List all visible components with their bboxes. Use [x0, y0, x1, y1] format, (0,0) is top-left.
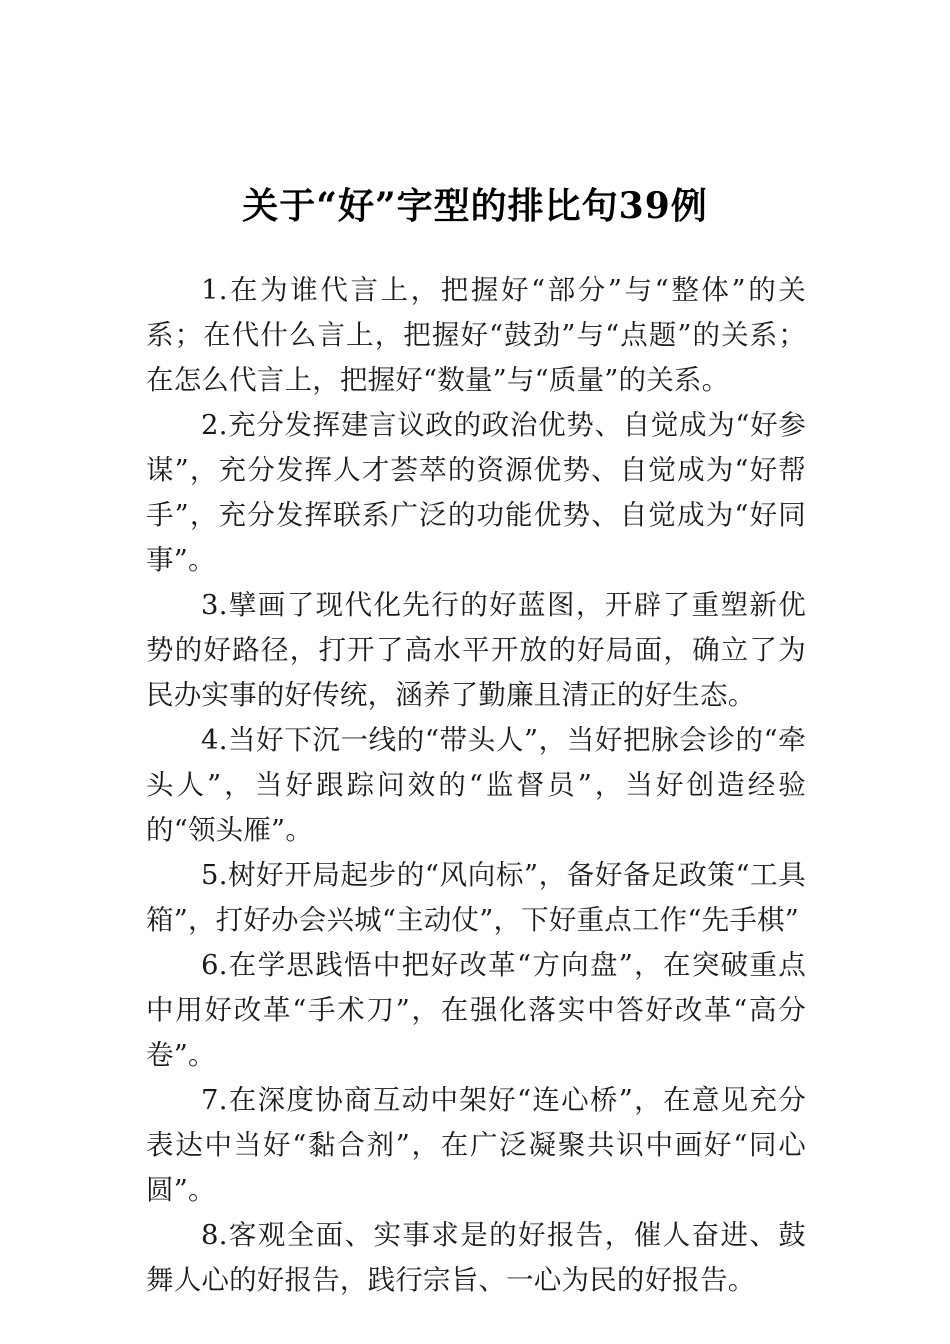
paragraph-7: 7.在深度协商互动中架好“连心桥”，在意见充分表达中当好“黏合剂”，在广泛凝聚共识中画好“同心圆”。	[146, 1084, 806, 1206]
paragraph-1: 1.在为谁代言上，把握好“部分”与“整体”的关系；在代什么言上，把握好“鼓劲”与“点题”的关系；在怎么代言上，把握好“数量”与“质量”的关系。	[146, 274, 806, 396]
paragraph-8: 8.客观全面、实事求是的好报告，催人奋进、鼓舞人心的好报告，践行宗旨、一心为民的好报告。	[146, 1219, 806, 1296]
paragraph-5: 5.树好开局起步的“风向标”，备好备足政策“工具箱”，打好办会兴城“主动仗”，下好重点工作“先手棋”	[146, 859, 806, 936]
page-title: 关于“好”字型的排比句39例	[242, 185, 708, 228]
paragraph-6: 6.在学思践悟中把好改革“方向盘”，在突破重点中用好改革“手术刀”，在强化落实中答好改革“高分卷”。	[146, 949, 806, 1071]
document-body	[146, 268, 806, 1303]
paragraph-2: 2.充分发挥建言议政的政治优势、自觉成为“好参谋”，充分发挥人才荟萃的资源优势、自觉成为“好帮手”，充分发挥联系广泛的功能优势、自觉成为“好同事”。	[146, 409, 806, 576]
paragraph-4: 4.当好下沉一线的“带头人”，当好把脉会诊的“牵头人”，当好跟踪问效的“监督员”，当好创造经验的“领头雁”。	[146, 724, 806, 846]
paragraph-3: 3.擘画了现代化先行的好蓝图，开辟了重塑新优势的好路径，打开了高水平开放的好局面，确立了为民办实事的好传统，涵养了勤廉且清正的好生态。	[146, 589, 806, 711]
